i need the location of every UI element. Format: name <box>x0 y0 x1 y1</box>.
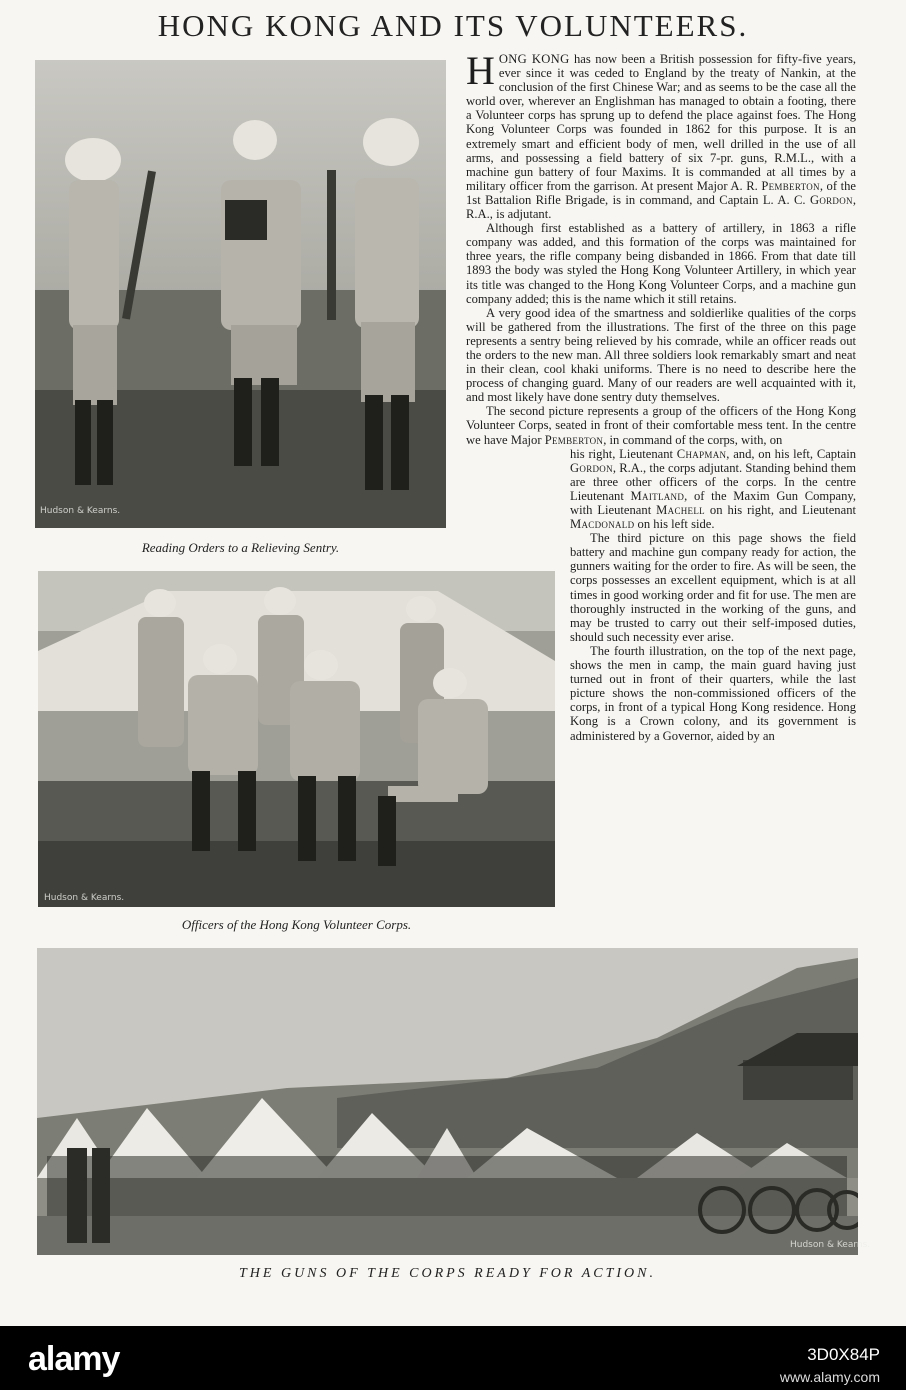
article-paragraph: his right, Lieutenant Chapman, and, on his left, Captain Gordon, R.A., the corps adjutant. Standing behind them are three other officers of the corps. In the centre Lieutenant Maitland, of the Maxim Gun Company, with Lieutenant Machell on his right, and Lieutenant Macdonald on his left side. <box>570 446 856 532</box>
article-paragraph: Although first established as a battery of artillery, in 1863 a rifle company was added, and this formation of the corps was maintained for three years, the rifle company being disbanded in 1866. From that date till 1893 the body was styled the Hong Kong Volunteer Artillery, in which year its title was changed to the Hong Kong Volunteer Corps, and a machine gun company added; this is the name which it still retains. <box>466 221 856 306</box>
photo-credit: Hudson & Kearns. <box>44 893 125 903</box>
watermark-bar <box>0 1326 906 1390</box>
photo-credit: Hudson & Kearns. <box>790 1240 871 1250</box>
drop-cap: H <box>466 48 495 93</box>
image-id: 3D0X84P <box>807 1345 880 1364</box>
wrapped-text <box>570 447 856 743</box>
article-paragraph: The third picture on this page shows the field battery and machine gun company ready for action, the gunners waiting for the order to fire. As will be seen, the corps possesses an excellent equipment, which is at all times in good working order and fit for use. The men are thoroughly instructed in the working of the guns, and may be trusted to carry out their self-imposed duties, should such necessity ever arise. <box>570 531 856 644</box>
page-title: HONG KONG AND ITS VOLUNTEERS. <box>157 8 749 43</box>
photo-credit: Hudson & Kearns. <box>40 506 121 516</box>
caption-guns: THE GUNS OF THE CORPS READY FOR ACTION. <box>239 1266 656 1281</box>
article-paragraph: The second picture represents a group of the officers of the Hong Kong Volunteer Corps, seated in front of their comfortable mess tent. In the centre we have Major Pemberton, in command of the corps, with, on <box>466 404 856 447</box>
watermark-id <box>780 1344 880 1388</box>
photo-guns <box>37 948 858 1255</box>
caption-officers: Officers of the Hong Kong Volunteer Corps. <box>181 917 412 932</box>
article-paragraph: The fourth illustration, on the top of the next page, shows the men in camp, the main guard having just turned out in front of their quarters, while the last picture shows the non-commissioned officers of the corps, in front of a typical Hong Kong residence. Hong Kong is a Crown colony, and its government is administered by a Governor, aided by an <box>570 643 856 743</box>
watermark-url: www.alamy.com <box>779 1369 880 1385</box>
caption-sentry: Reading Orders to a Relieving Sentry. <box>141 540 340 555</box>
article-paragraph: HONG KONG has now been a British possession for fifty-five years, ever since it was ceded to England by the treaty of Nankin, at the conclusion of the first Chinese War; and as seems to be the case all the world over, wherever an Englishman has managed to obtain a footing, there a Volunteer corps has sprung up to defend the place against foes. The Hong Kong Volunteer Corps was founded in 1862 for this purpose. It is an extremely smart and efficient body of men, well drilled in the use of all arms, and possessing a field battery of six 7-pr. guns, R.M.L., with a machine gun battery of four Maxims. It is commanded at all times by a military officer from the garrison. At present Major A. R. Pemberton, of the 1st Battalion Rifle Brigade, is in command, and Captain L. A. C. Gordon, R.A., is adjutant. <box>466 48 857 222</box>
guns-photo-image <box>37 948 858 1255</box>
photo-relieving-sentry <box>35 60 446 528</box>
watermark-logo: alamy <box>28 1340 120 1378</box>
article-column <box>466 48 857 743</box>
article-paragraph: A very good idea of the smartness and soldierlike qualities of the corps will be gathered from the illustrations. The first of the three on this page represents a sentry being relieved by his comrade, while an officer reads out the orders to the new man. All three soldiers look remarkably smart and neat in their clean, cool khaki uniforms. There is no need to describe here the process of changing guard. Many of our readers are well acquainted with it, and most likely have done sentry duty themselves. <box>466 305 856 405</box>
sentry-photo-image <box>35 60 446 528</box>
